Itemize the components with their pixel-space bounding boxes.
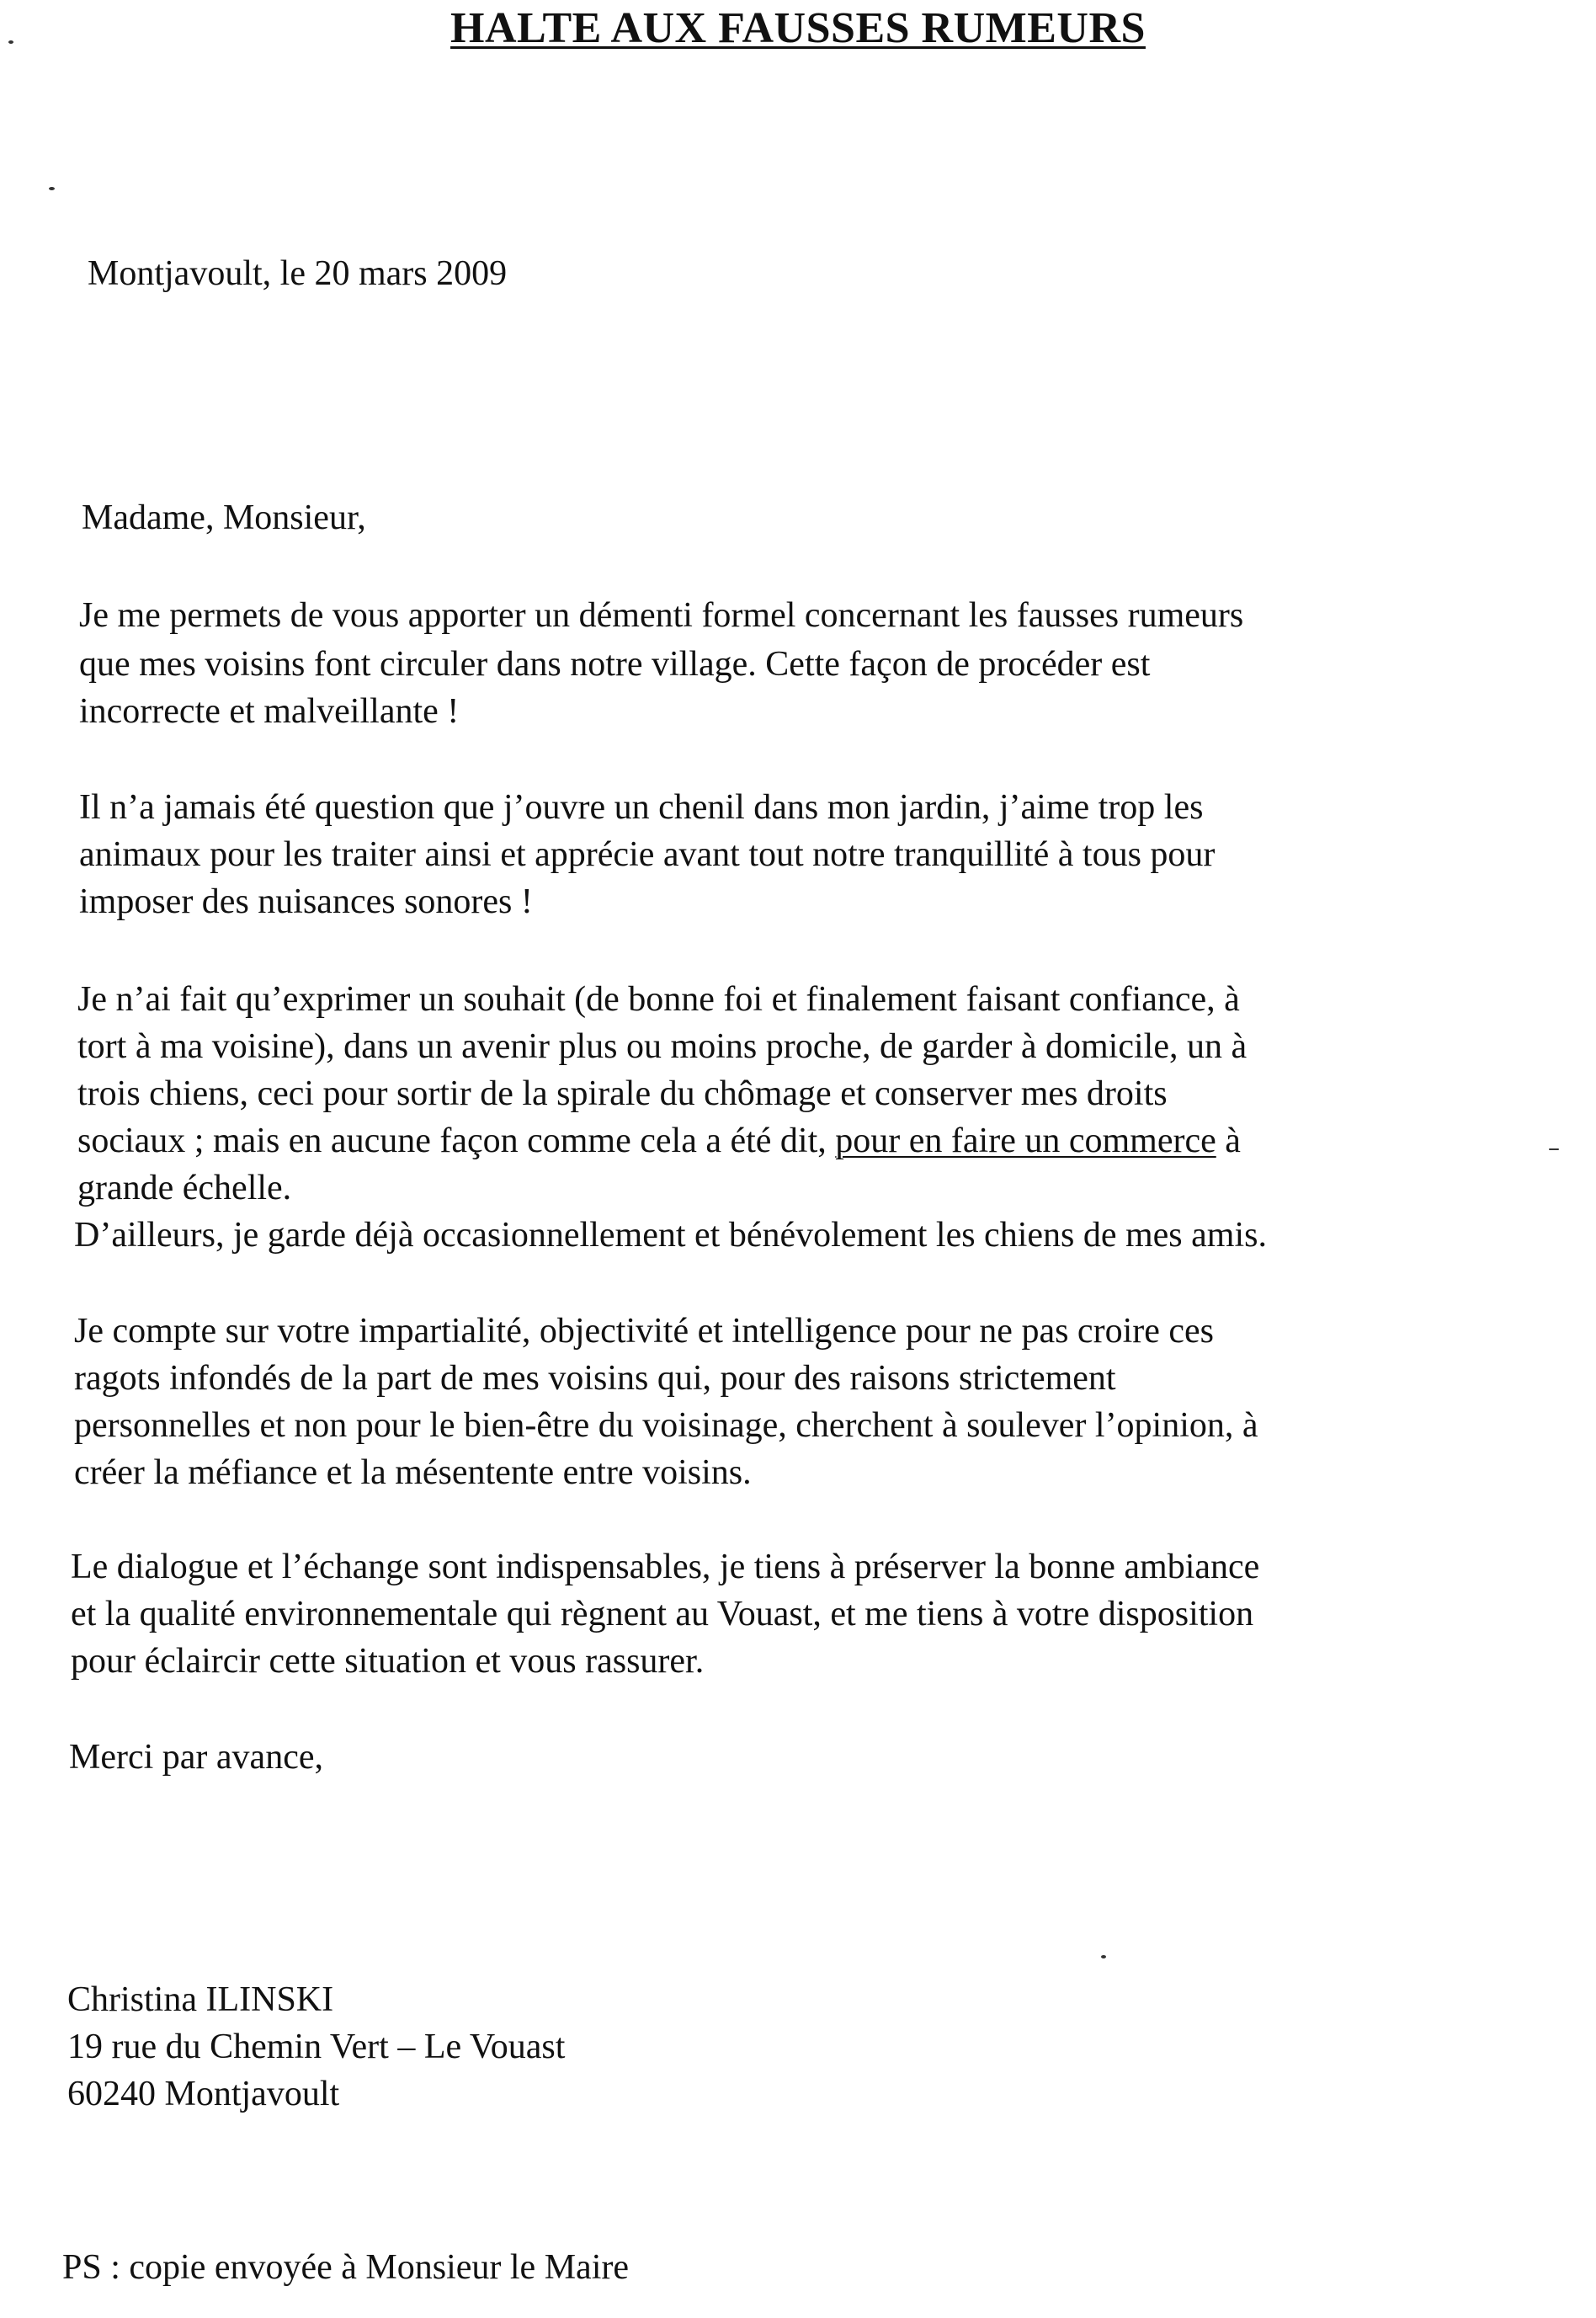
paragraph-2-line-1: Il n’a jamais été question que j’ouvre un chenil dans mon jardin, j’aime trop les xyxy=(79,788,1204,827)
signature-name: Christina ILINSKI xyxy=(67,1980,334,2019)
paragraph-1-line-3: incorrecte et malveillante ! xyxy=(79,692,460,731)
paragraph-4-line-2: ragots infondés de la part de mes voisins qui, pour des raisons strictement xyxy=(74,1359,1116,1398)
paragraph-3-line-6: D’ailleurs, je garde déjà occasionnellement et bénévolement les chiens de mes amis. xyxy=(74,1216,1267,1255)
paragraph-3-line-2: tort à ma voisine), dans un avenir plus ou moins proche, de garder à domicile, un à xyxy=(77,1027,1248,1066)
line-4-end: à xyxy=(1216,1122,1241,1160)
letter-title: HALTE AUX FAUSSES RUMEURS xyxy=(450,4,1146,52)
paragraph-2-line-2: animaux pour les traiter ainsi et apprécie avant tout notre tranquillité à tous pour xyxy=(79,835,1216,874)
date-line: Montjavoult, le 20 mars 2009 xyxy=(88,254,508,293)
paragraph-3-line-5: grande échelle. xyxy=(77,1169,292,1207)
paragraph-4-line-4: créer la méfiance et la mésentente entre voisins. xyxy=(74,1453,752,1492)
paragraph-3-line-3: trois chiens, ceci pour sortir de la spirale du chômage et conserver mes droits xyxy=(77,1074,1168,1113)
signature-street: 19 rue du Chemin Vert – Le Vouast xyxy=(67,2028,566,2066)
paragraph-3-line-4 xyxy=(77,1120,1241,1162)
signature-city: 60240 Montjavoult xyxy=(67,2075,340,2113)
closing: Merci par avance, xyxy=(69,1738,323,1777)
salutation: Madame, Monsieur, xyxy=(82,498,366,537)
paragraph-1-line-2: que mes voisins font circuler dans notre village. Cette façon de procéder est xyxy=(79,645,1151,684)
paragraph-5-line-2: et la qualité environnementale qui règnent au Vouast, et me tiens à votre disposition xyxy=(71,1595,1254,1633)
paragraph-5-line-3: pour éclaircir cette situation et vous rassurer. xyxy=(71,1642,705,1681)
underlined-phrase: pour en faire un commerce xyxy=(835,1122,1216,1160)
postscript: PS : copie envoyée à Monsieur le Maire xyxy=(62,2248,629,2287)
scan-speck xyxy=(49,187,55,190)
line-4-start: sociaux ; mais en aucune façon comme cela a été dit, xyxy=(77,1122,836,1160)
scan-speck xyxy=(1101,1955,1106,1958)
scan-speck xyxy=(8,40,13,44)
scan-speck xyxy=(1549,1148,1559,1150)
paragraph-2-line-3: imposer des nuisances sonores ! xyxy=(79,882,533,921)
paragraph-5-line-1: Le dialogue et l’échange sont indispensables, je tiens à préserver la bonne ambiance xyxy=(71,1548,1260,1586)
paragraph-3-line-1: Je n’ai fait qu’exprimer un souhait (de bonne foi et finalement faisant confiance, à xyxy=(77,980,1240,1019)
paragraph-4-line-1: Je compte sur votre impartialité, objectivité et intelligence pour ne pas croire ces xyxy=(74,1312,1214,1351)
paragraph-4-line-3: personnelles et non pour le bien-être du voisinage, cherchent à soulever l’opinion, à xyxy=(74,1406,1258,1445)
paragraph-1-line-1: Je me permets de vous apporter un démenti formel concernant les fausses rumeurs xyxy=(79,596,1244,635)
